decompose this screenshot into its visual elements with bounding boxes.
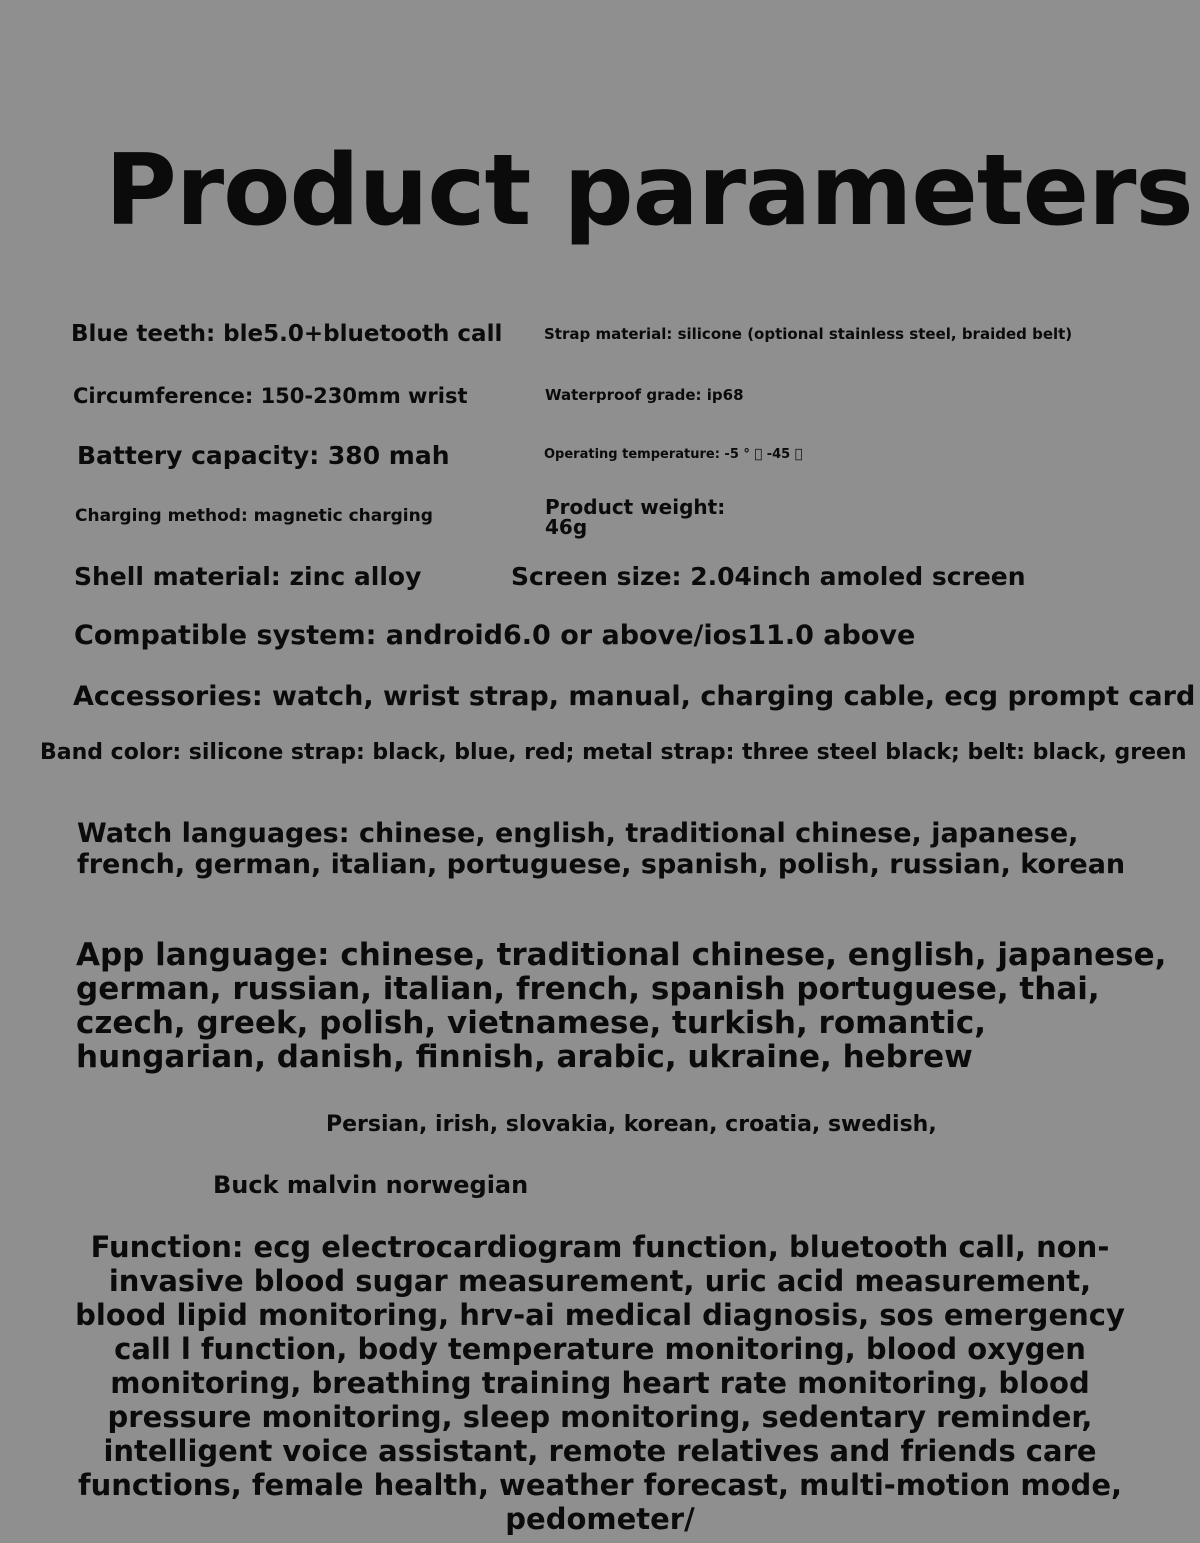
spec-battery: Battery capacity: 380 mah bbox=[77, 441, 450, 470]
page-title: Product parameters bbox=[105, 134, 1193, 248]
spec-shell: Shell material: zinc alloy bbox=[74, 562, 422, 591]
spec-accessories: Accessories: watch, wrist strap, manual, charging cable, ecg prompt card bbox=[73, 681, 1196, 712]
spec-strap-material: Strap material: silicone (optional stainless steel, braided belt) bbox=[544, 325, 1073, 343]
spec-operating-temperature: Operating temperature: -5 ° ⃞ -45 ⃞ bbox=[544, 447, 803, 462]
spec-app-language-extra-2: Buck malvin norwegian bbox=[213, 1171, 529, 1199]
spec-circumference: Circumference: 150-230mm wrist bbox=[73, 384, 468, 408]
spec-screen: Screen size: 2.04inch amoled screen bbox=[511, 562, 1026, 591]
spec-band-color: Band color: silicone strap: black, blue, red; metal strap: three steel black; belt: black, green bbox=[40, 740, 1187, 765]
spec-weight-value: 46g bbox=[545, 515, 588, 539]
spec-bluetooth: Blue teeth: ble5.0+bluetooth call bbox=[71, 321, 503, 347]
spec-charging: Charging method: magnetic charging bbox=[75, 506, 433, 526]
spec-function: Function: ecg electrocardiogram function, bluetooth call, non-invasive blood sugar measurement, uric acid measurement, blood lipid monitoring, hrv-ai medical diagnosis, sos emergency call l function, body temperature monitoring, blood oxygen monitoring, breathing training heart rate monitoring, blood pressure monitoring, sleep monitoring, sedentary reminder, intelligent voice assistant, remote relatives and friends care functions, female health, weather forecast, multi-motion mode, pedometer/ bbox=[75, 1230, 1125, 1536]
spec-watch-languages: Watch languages: chinese, english, traditional chinese, japanese, french, german, italian, portuguese, spanish, polish, russian, korean bbox=[77, 818, 1126, 880]
spec-app-language-extra-1: Persian, irish, slovakia, korean, croatia, swedish, bbox=[326, 1112, 937, 1137]
spec-compatible: Compatible system: android6.0 or above/ios11.0 above bbox=[74, 620, 916, 651]
spec-waterproof: Waterproof grade: ip68 bbox=[545, 386, 744, 404]
spec-weight-label: Product weight: bbox=[545, 495, 726, 519]
spec-app-language: App language: chinese, traditional chinese, english, japanese, german, russian, italian, french, spanish portuguese, thai, czech, greek, polish, vietnamese, turkish, romantic, hungarian, danish, finnish, arabic, ukraine, hebrew bbox=[76, 937, 1167, 1075]
